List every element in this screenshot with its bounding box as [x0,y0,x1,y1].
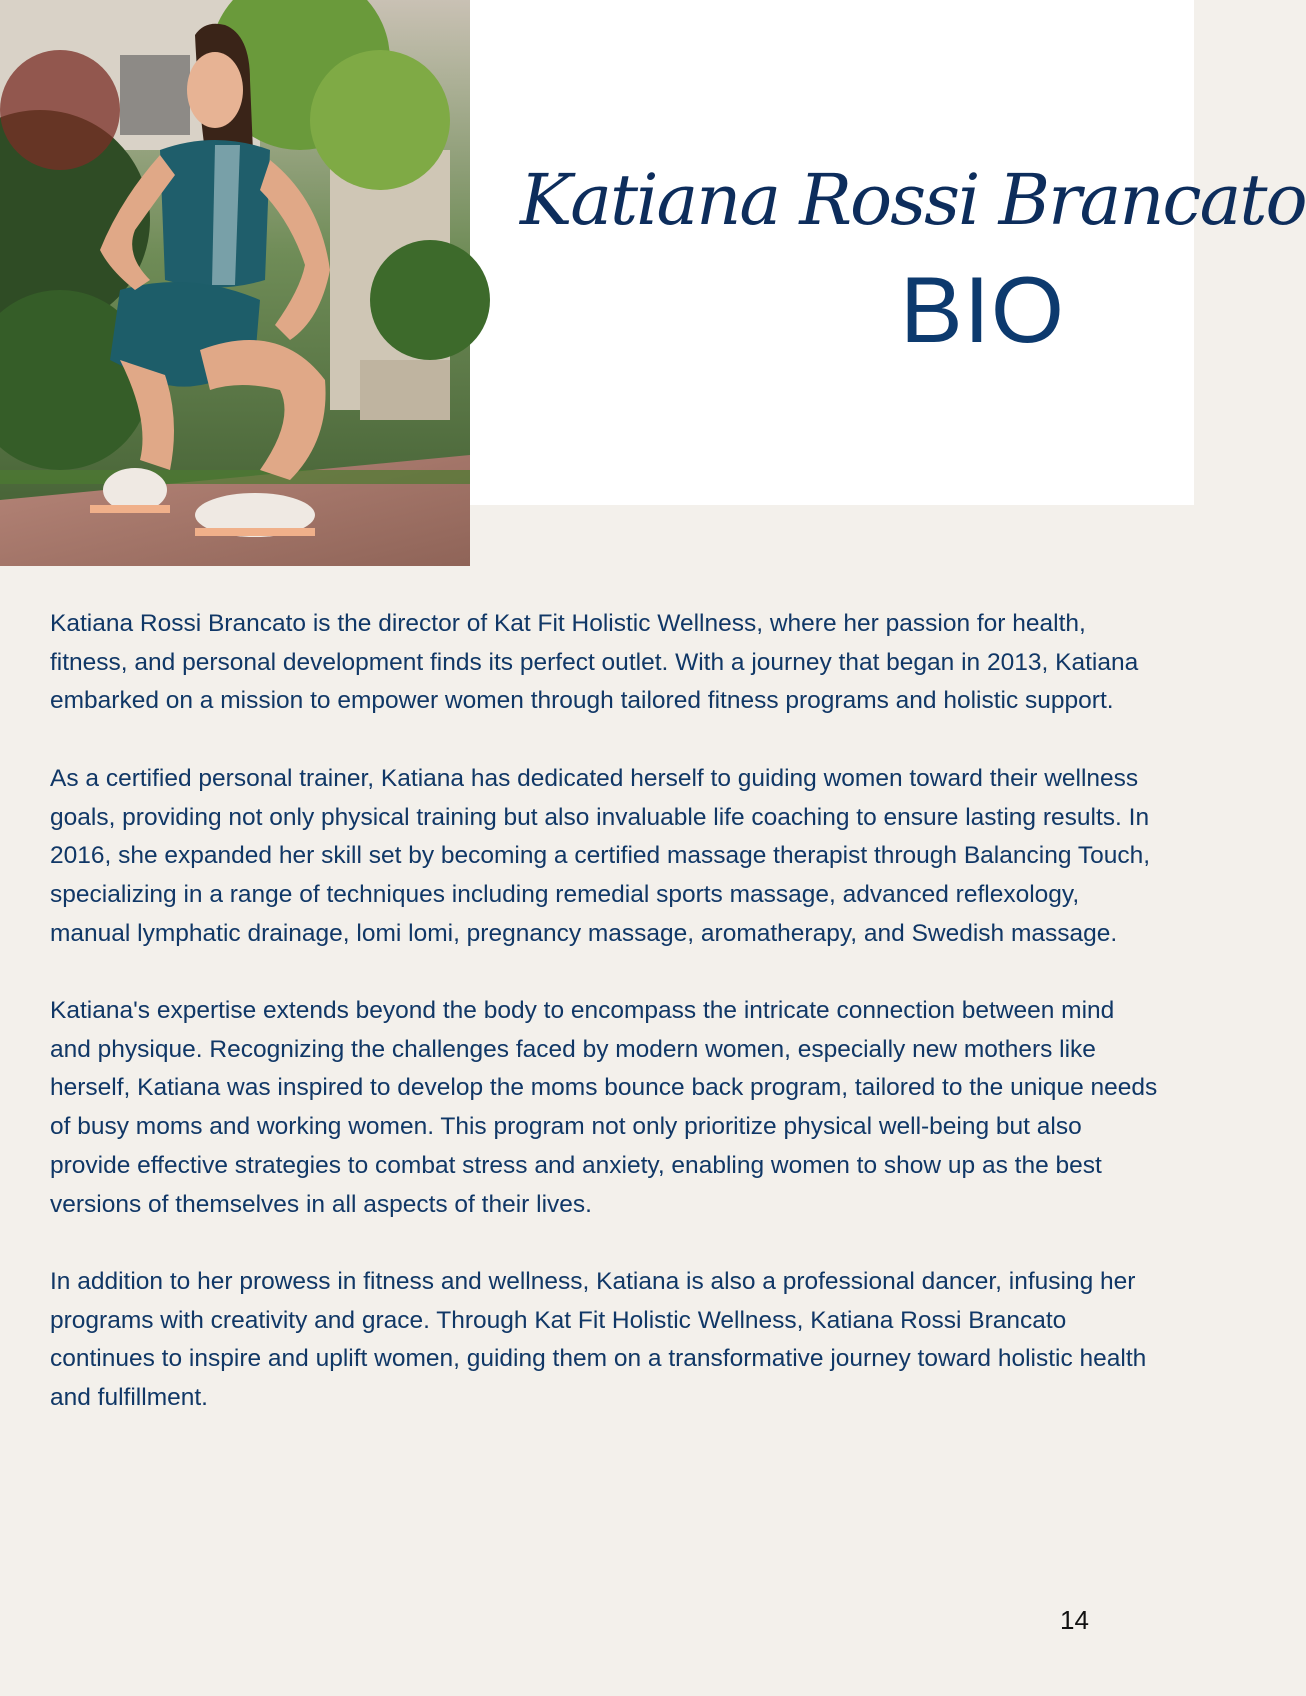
page-number: 14 [1060,1605,1089,1635]
bio-paragraph: As a certified personal trainer, Katiana has dedicated herself to guiding women toward their wellness goals, providing not only physical training but also invaluable life coaching to ensure lasting results. In 2016, she expanded her skill set by becoming a certified massage therapist through Balancing Touch, specializing in a range of techniques including remedial sports massage, advanced reflexology, manual lymphatic drainage, lomi lomi, pregnancy massage, aromatherapy, and Swedish massage. [50,764,1150,947]
page-title: BIO [900,257,1065,362]
bio-paragraph: Katiana Rossi Brancato is the director of Kat Fit Holistic Wellness, where her passion for health, fitness, and personal development finds its perfect outlet. With a journey that began in 2013, Katiana embarked on a mission to empower women through tailored fitness programs and holistic support. [50,610,1139,715]
portrait-photo [0,0,470,566]
name-signature: Katiana Rossi Brancato [520,159,1306,241]
bio-paragraph: Katiana's expertise extends beyond the body to encompass the intricate connection between mind and physique. Recognizing the challenges faced by modern women, especially new mothers like herself, Katiana was inspired to develop the moms bounce back program, tailored to the unique needs of busy moms and working women. This program not only prioritize physical well-being but also provide effective strategies to combat stress and anxiety, enabling women to show up as the best versions of themselves in all aspects of their lives. [50,997,1158,1218]
bio-text [50,605,1160,1456]
bio-paragraph: In addition to her prowess in fitness and wellness, Katiana is also a professional dancer, infusing her programs with creativity and grace. Through Kat Fit Holistic Wellness, Katiana Rossi Brancato continues to inspire and uplift women, guiding them on a transformative journey toward holistic health and fulfillment. [50,1267,1147,1412]
